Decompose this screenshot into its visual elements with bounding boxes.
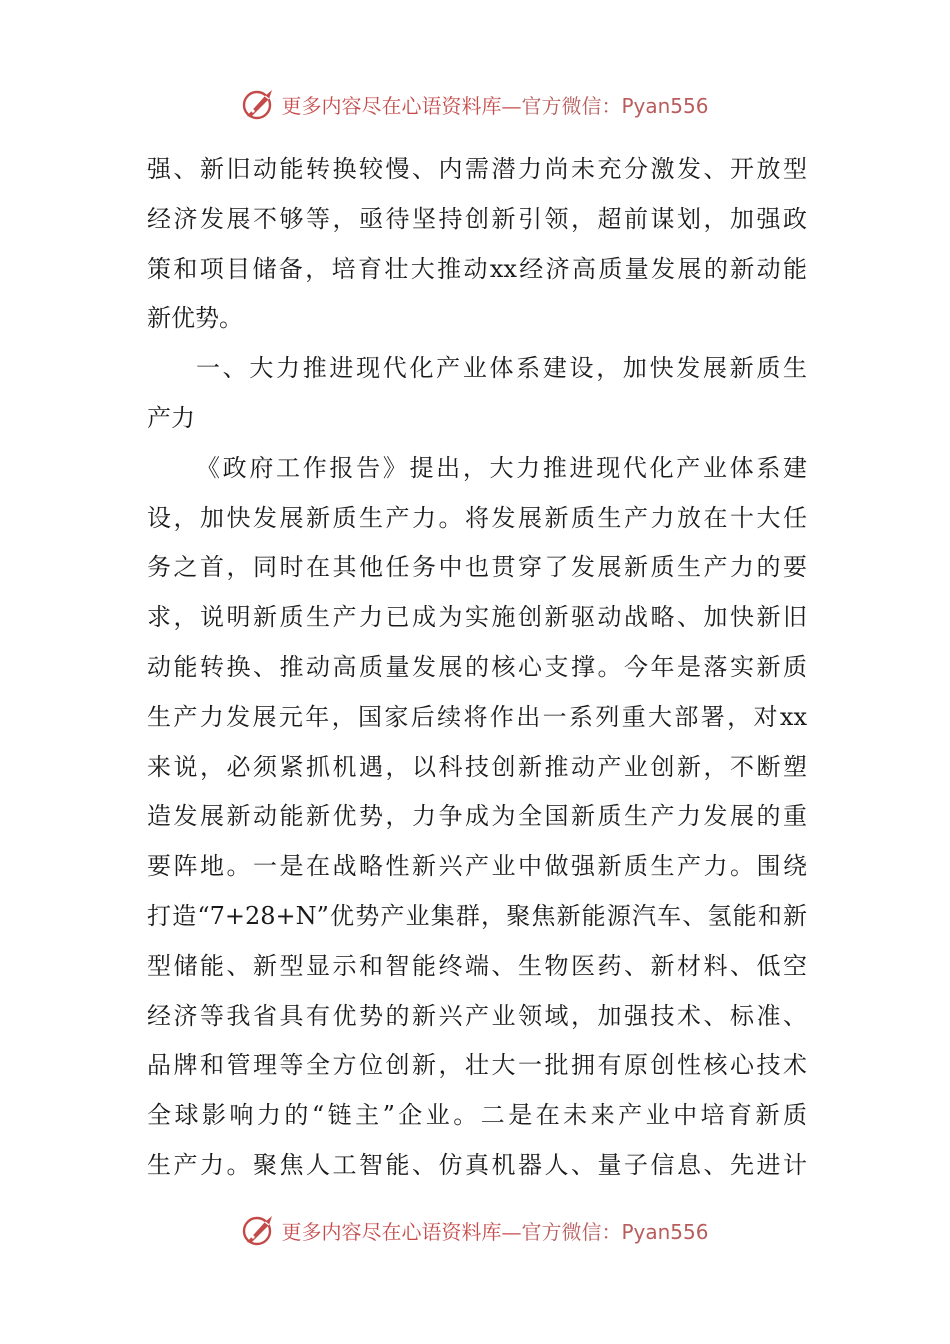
body-line: 造发展新动能新优势，力争成为全国新质生产力发展的重 <box>147 802 807 831</box>
body-line: 来说，必须紧抓机遇，以科技创新推动产业创新，不断塑 <box>147 752 807 781</box>
body-line: 策和项目储备，培育壮大推动xx经济高质量发展的新动能 <box>147 254 807 283</box>
watermark-banner <box>241 1212 708 1248</box>
body-line: 《政府工作报告》提出，大力推进现代化产业体系建 <box>196 453 807 482</box>
pen-nib-logo-icon <box>241 1212 277 1248</box>
body-line: 全球影响力的“链主”企业。二是在未来产业中培育新质 <box>147 1101 807 1130</box>
watermark-contact-text: 官方微信：Pyan556 <box>521 1219 709 1244</box>
watermark-contact-text: 官方微信：Pyan556 <box>521 93 709 118</box>
page-header <box>0 84 950 124</box>
pen-nib-logo-icon <box>241 86 277 122</box>
body-line: 动能转换、推动高质量发展的核心支撑。今年是落实新质 <box>147 652 807 681</box>
body-line: 型储能、新型显示和智能终端、生物医药、新材料、低空 <box>147 951 807 980</box>
document-body <box>147 145 807 1191</box>
body-line: 经济等我省具有优势的新兴产业领域，加强技术、标准、 <box>147 1001 807 1030</box>
body-line: 新优势。 <box>147 304 243 333</box>
body-line: 强、新旧动能转换较慢、内需潜力尚未充分激发、开放型 <box>147 155 807 183</box>
watermark-banner <box>241 86 708 122</box>
watermark-lead-text: 更多内容尽在心语资料库— <box>281 93 522 118</box>
body-line: 品牌和管理等全方位创新，壮大一批拥有原创性核心技术 <box>147 1051 807 1080</box>
body-line: 打造“7+28+N”优势产业集群，聚焦新能源汽车、氢能和新 <box>147 901 807 930</box>
page-footer <box>0 1210 950 1250</box>
body-line: 生产力。聚焦人工智能、仿真机器人、量子信息、先进计 <box>147 1150 807 1179</box>
watermark-lead-text: 更多内容尽在心语资料库— <box>281 1219 522 1244</box>
body-line: 经济发展不够等，亟待坚持创新引领，超前谋划，加强政 <box>147 204 807 233</box>
section-heading-line: 一、大力推进现代化产业体系建设，加快发展新质生 <box>196 354 807 383</box>
body-line: 生产力发展元年，国家后续将作出一系列重大部署，对xx <box>147 702 807 731</box>
body-line: 求，说明新质生产力已成为实施创新驱动战略、加快新旧 <box>147 603 807 632</box>
section-heading-line: 产力 <box>147 403 195 432</box>
body-line: 务之首，同时在其他任务中也贯穿了发展新质生产力的要 <box>147 553 807 582</box>
body-line: 要阵地。一是在战略性新兴产业中做强新质生产力。围绕 <box>147 852 807 881</box>
body-line: 设，加快发展新质生产力。将发展新质生产力放在十大任 <box>147 503 807 532</box>
